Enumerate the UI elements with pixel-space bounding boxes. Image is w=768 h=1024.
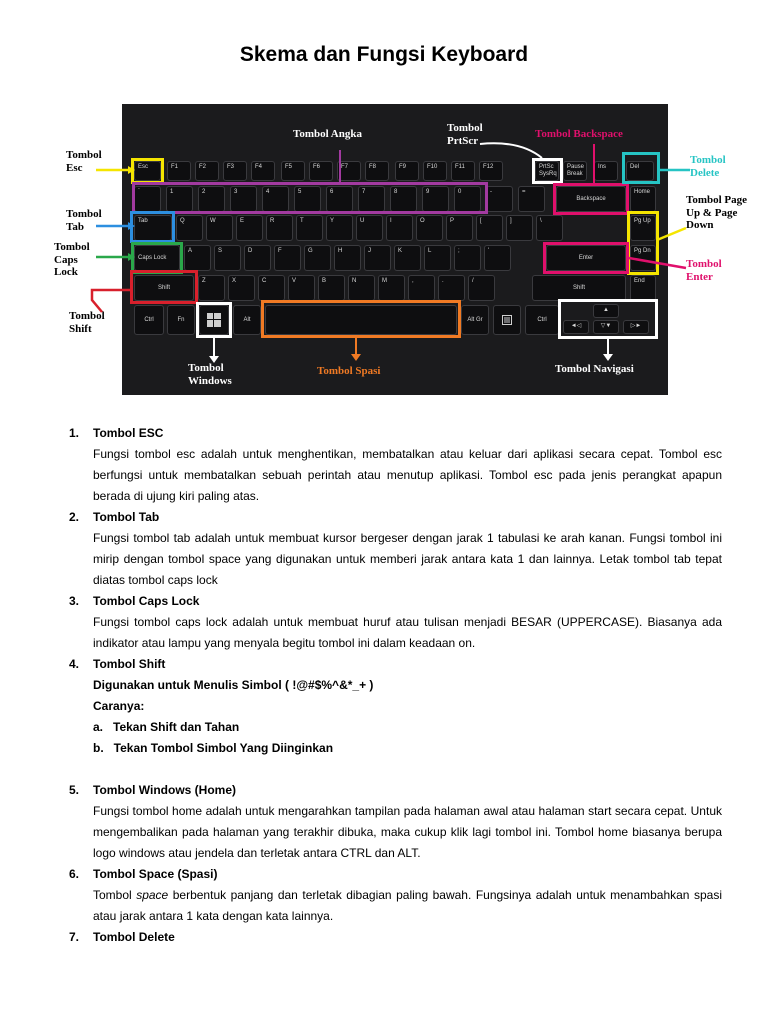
label-enter: Tombol Enter [686,258,722,283]
label-page-up-down: Tombol Page Up & Page Down [686,194,748,232]
key-qrow-0: Q [176,215,203,241]
key-qrow-2: E [236,215,263,241]
key-numrow-11: - [486,186,513,212]
key-qrow-8: O [416,215,443,241]
item-number: 6. [69,867,80,881]
list-item-1 [66,423,722,507]
key-zrow-5: N [348,275,375,301]
key-del: Del [626,161,654,181]
label-windows: Tombol Windows [188,362,232,387]
key-qrow-12: \ [536,215,563,241]
key-shift-right: Shift [532,275,626,301]
item-number: 1. [69,426,80,440]
item-step: a. Tekan Shift dan Tahan [93,720,240,734]
key-zrow-9: / [468,275,495,301]
label-shift: Tombol Shift [69,310,105,335]
key-ctrl-left: Ctrl [134,305,164,335]
label-backspace: Tombol Backspace [535,128,623,140]
key-f7: F7 [337,161,361,181]
key-zrow-8: . [438,275,465,301]
function-list [66,423,722,948]
key-arow-6: J [364,245,391,271]
key-arrow-down: ▽▼ [593,320,619,334]
list-item-5 [66,780,722,864]
key-backspace: Backspace [556,186,626,212]
item-heading: Tombol Caps Lock [93,594,200,608]
item-heading: Tombol Delete [93,930,175,944]
key-pause: Pause Break [563,161,587,181]
key-numrow-0: ` [134,186,161,212]
label-spasi: Tombol Spasi [317,365,381,377]
key-ctrl-right: Ctrl [525,305,559,335]
key-zrow-1: X [228,275,255,301]
item-heading: Tombol Shift [93,657,166,671]
item-line: Digunakan untuk Menulis Simbol ( !@#$%^&*_+ ) [93,678,374,692]
label-angka: Tombol Angka [293,128,362,140]
key-numrow-5: 5 [294,186,321,212]
key-f8: F8 [365,161,389,181]
label-caps-lock: Tombol Caps Lock [54,241,90,279]
key-qrow-4: T [296,215,323,241]
item-description: Fungsi tombol caps lock adalah untuk membuat huruf atau tulisan menjadi BESAR (UPPERCASE). Biasanya ada indikator atau lampu yang menyala begitu tombol ini dalam keadaan on. [93,615,722,650]
key-qrow-1: W [206,215,233,241]
key-numrow-1: 1 [166,186,193,212]
item-number: 7. [69,930,80,944]
item-description: Fungsi tombol esc adalah untuk menghentikan, membatalkan atau keluar dari aplikasi secara cepat. Tombol esc berfungsi untuk membatalkan sebuah perintah atau menutup aplikasi. Tombol esc pada jenis perangkat apapun berada di ujung kiri paling atas. [93,447,722,503]
page-title: Skema dan Fungsi Keyboard [239,43,529,66]
list-item-3 [66,591,722,654]
key-qrow-5: Y [326,215,353,241]
label-prtscr: Tombol PrtScr [447,122,483,147]
key-zrow-0: Z [198,275,225,301]
item-heading: Tombol ESC [93,426,164,440]
key-f12: F12 [479,161,503,181]
key-arow-0: A [184,245,211,271]
key-zrow-3: V [288,275,315,301]
key-arrow-right: ▷► [623,320,649,334]
key-ins: Ins [594,161,618,181]
key-f1: F1 [167,161,191,181]
key-numrow-9: 9 [422,186,449,212]
key-f10: F10 [423,161,447,181]
key-numrow-4: 4 [262,186,289,212]
spacer [66,759,722,780]
key-qrow-9: P [446,215,473,241]
key-numrow-2: 2 [198,186,225,212]
key-qrow-3: R [266,215,293,241]
item-number: 5. [69,783,80,797]
key-f11: F11 [451,161,475,181]
label-esc: Tombol Esc [66,149,102,174]
item-heading: Tombol Tab [93,510,160,524]
key-numrow-3: 3 [230,186,257,212]
key-arrow-left: ◄◁ [563,320,589,334]
key-f5: F5 [281,161,305,181]
key-arow-4: G [304,245,331,271]
key-zrow-4: B [318,275,345,301]
key-tab: Tab [134,215,172,241]
item-number: 4. [69,657,80,671]
item-number: 3. [69,594,80,608]
key-end: End [630,275,656,301]
text-run: berbentuk panjang dan terletak dibagian paling bawah. Fungsinya adalah untuk menambahkan spasi atau jarak antara 1 kata dengan kata lainnya. [93,888,722,923]
key-esc: Esc [134,161,161,181]
key-qrow-6: U [356,215,383,241]
key-arow-9: ; [454,245,481,271]
key-arow-7: K [394,245,421,271]
key-caps-lock: Caps Lock [134,245,180,271]
key-home: Home [630,186,656,212]
key-pgup: Pg Up [630,215,656,241]
item-number: 2. [69,510,80,524]
key-altgr: Alt Gr [461,305,489,335]
outside-connectors [0,0,768,420]
key-qrow-11: ] [506,215,533,241]
list-item-7 [66,927,722,948]
key-arow-1: S [214,245,241,271]
key-f2: F2 [195,161,219,181]
key-f6: F6 [309,161,333,181]
list-item-2 [66,507,722,591]
item-heading: Tombol Space (Spasi) [93,867,218,881]
key-qrow-10: [ [476,215,503,241]
emphasis-text: space [136,888,169,902]
key-pgdn: Pg Dn [630,245,656,271]
key-arow-8: L [424,245,451,271]
key-zrow-2: C [258,275,285,301]
key-arow-10: ' [484,245,511,271]
key-shift-left: Shift [134,275,194,301]
list-item-4 [66,654,722,780]
key-alt: Alt [233,305,261,335]
list-item-6 [66,864,722,927]
label-navigasi: Tombol Navigasi [555,363,634,375]
key-f3: F3 [223,161,247,181]
item-description [93,885,722,927]
item-heading: Tombol Windows (Home) [93,783,236,797]
key-f4: F4 [251,161,275,181]
key-arrow-up: ▲ [593,304,619,318]
key-enter: Enter [546,245,626,271]
key-prtsc: PrtSc SysRq [535,161,559,181]
key-qrow-7: I [386,215,413,241]
key-numrow-12: = [518,186,545,212]
text-run: Tombol [93,888,137,902]
label-tab: Tombol Tab [66,208,102,233]
item-line: Caranya: [93,699,145,713]
key-numrow-7: 7 [358,186,385,212]
label-delete: Tombol Delete [690,154,726,179]
key-arow-2: D [244,245,271,271]
key-fn: Fn [167,305,195,335]
key-numrow-6: 6 [326,186,353,212]
key-zrow-7: , [408,275,435,301]
key-numrow-10: 0 [454,186,481,212]
key-zrow-6: M [378,275,405,301]
key-arow-3: F [274,245,301,271]
item-description: Fungsi tombol tab adalah untuk membuat kursor bergeser dengan jarak 1 tabulasi ke arah kanan. Fungsi tombol ini mirip dengan tombol space yang digunakan untuk memberi jarak antara kata 1 dan lainnya. Letak tombol tab tepat diatas tombol caps lock [93,531,722,587]
item-step: b. Tekan Tombol Simbol Yang Diinginkan [93,741,334,755]
key-arow-5: H [334,245,361,271]
key-f9: F9 [395,161,419,181]
item-description: Fungsi tombol home adalah untuk mengarahkan tampilan pada halaman awal atau halaman start secara cepat. Untuk mengembalikan pada halaman yang terakhir dibuka, maka cukup klik lagi tombol ini. Tombol home biasanya berupa logo windows atau jendela dan terletak antara CTRL dan ALT. [93,804,722,860]
key-numrow-8: 8 [390,186,417,212]
